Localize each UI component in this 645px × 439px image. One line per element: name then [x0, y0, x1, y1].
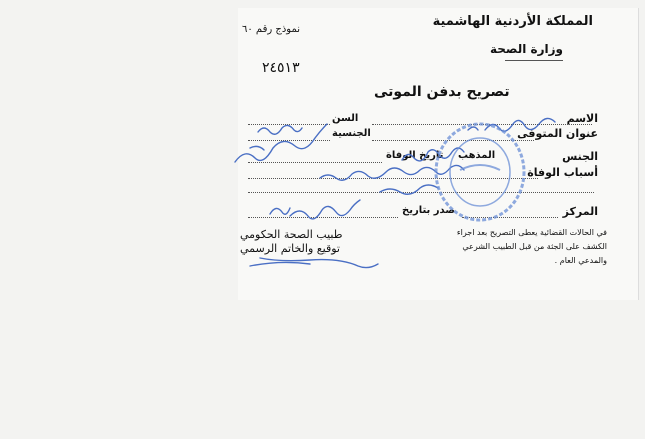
official-stamp [436, 124, 524, 220]
ministry-heading: وزارة الصحة [489, 42, 563, 56]
issued-label: صدر بتاريخ [402, 205, 455, 216]
form-number: نموذج رقم ٦٠ [242, 24, 301, 35]
causes-label: أسباب الوفاة [527, 166, 598, 179]
judicial-note-line-1: في الحالات القضائية يعطى التصريح بعد اجراء [456, 228, 607, 237]
judicial-note-line-3: والمدعي العام . [554, 256, 607, 265]
address-handwriting [485, 118, 555, 131]
nationality-handwriting [258, 125, 302, 134]
ministry-underline [505, 60, 563, 61]
address-label: عنوان المتوفى [517, 127, 598, 140]
death-date-label: تاريخ الوفاة [386, 150, 444, 161]
signature-and-seal: توقيع والخاتم الرسمي [240, 242, 340, 255]
age-label: السن [332, 113, 359, 124]
issue-date-handwriting [290, 200, 360, 219]
kingdom-heading: المملكة الأردنية الهاشمية [432, 14, 593, 29]
judicial-note-line-2: الكشف على الجثة من قبل الطبيب الشرعي [462, 242, 607, 251]
document-title: تصريح بدفن الموتى [374, 84, 510, 100]
doctor-title: طبيب الصحة الحكومي [240, 228, 343, 241]
handwriting-and-stamp [230, 100, 630, 280]
serial-number: ٢٤٥١٣ [262, 60, 300, 76]
causes-handwriting [320, 165, 464, 180]
name-label: الاسم [566, 112, 598, 125]
religion-label: المذهب [458, 150, 496, 161]
sex-label: الجنس [562, 150, 598, 163]
center-label: المركز [562, 205, 598, 218]
nationality-label: الجنسية [332, 128, 371, 139]
